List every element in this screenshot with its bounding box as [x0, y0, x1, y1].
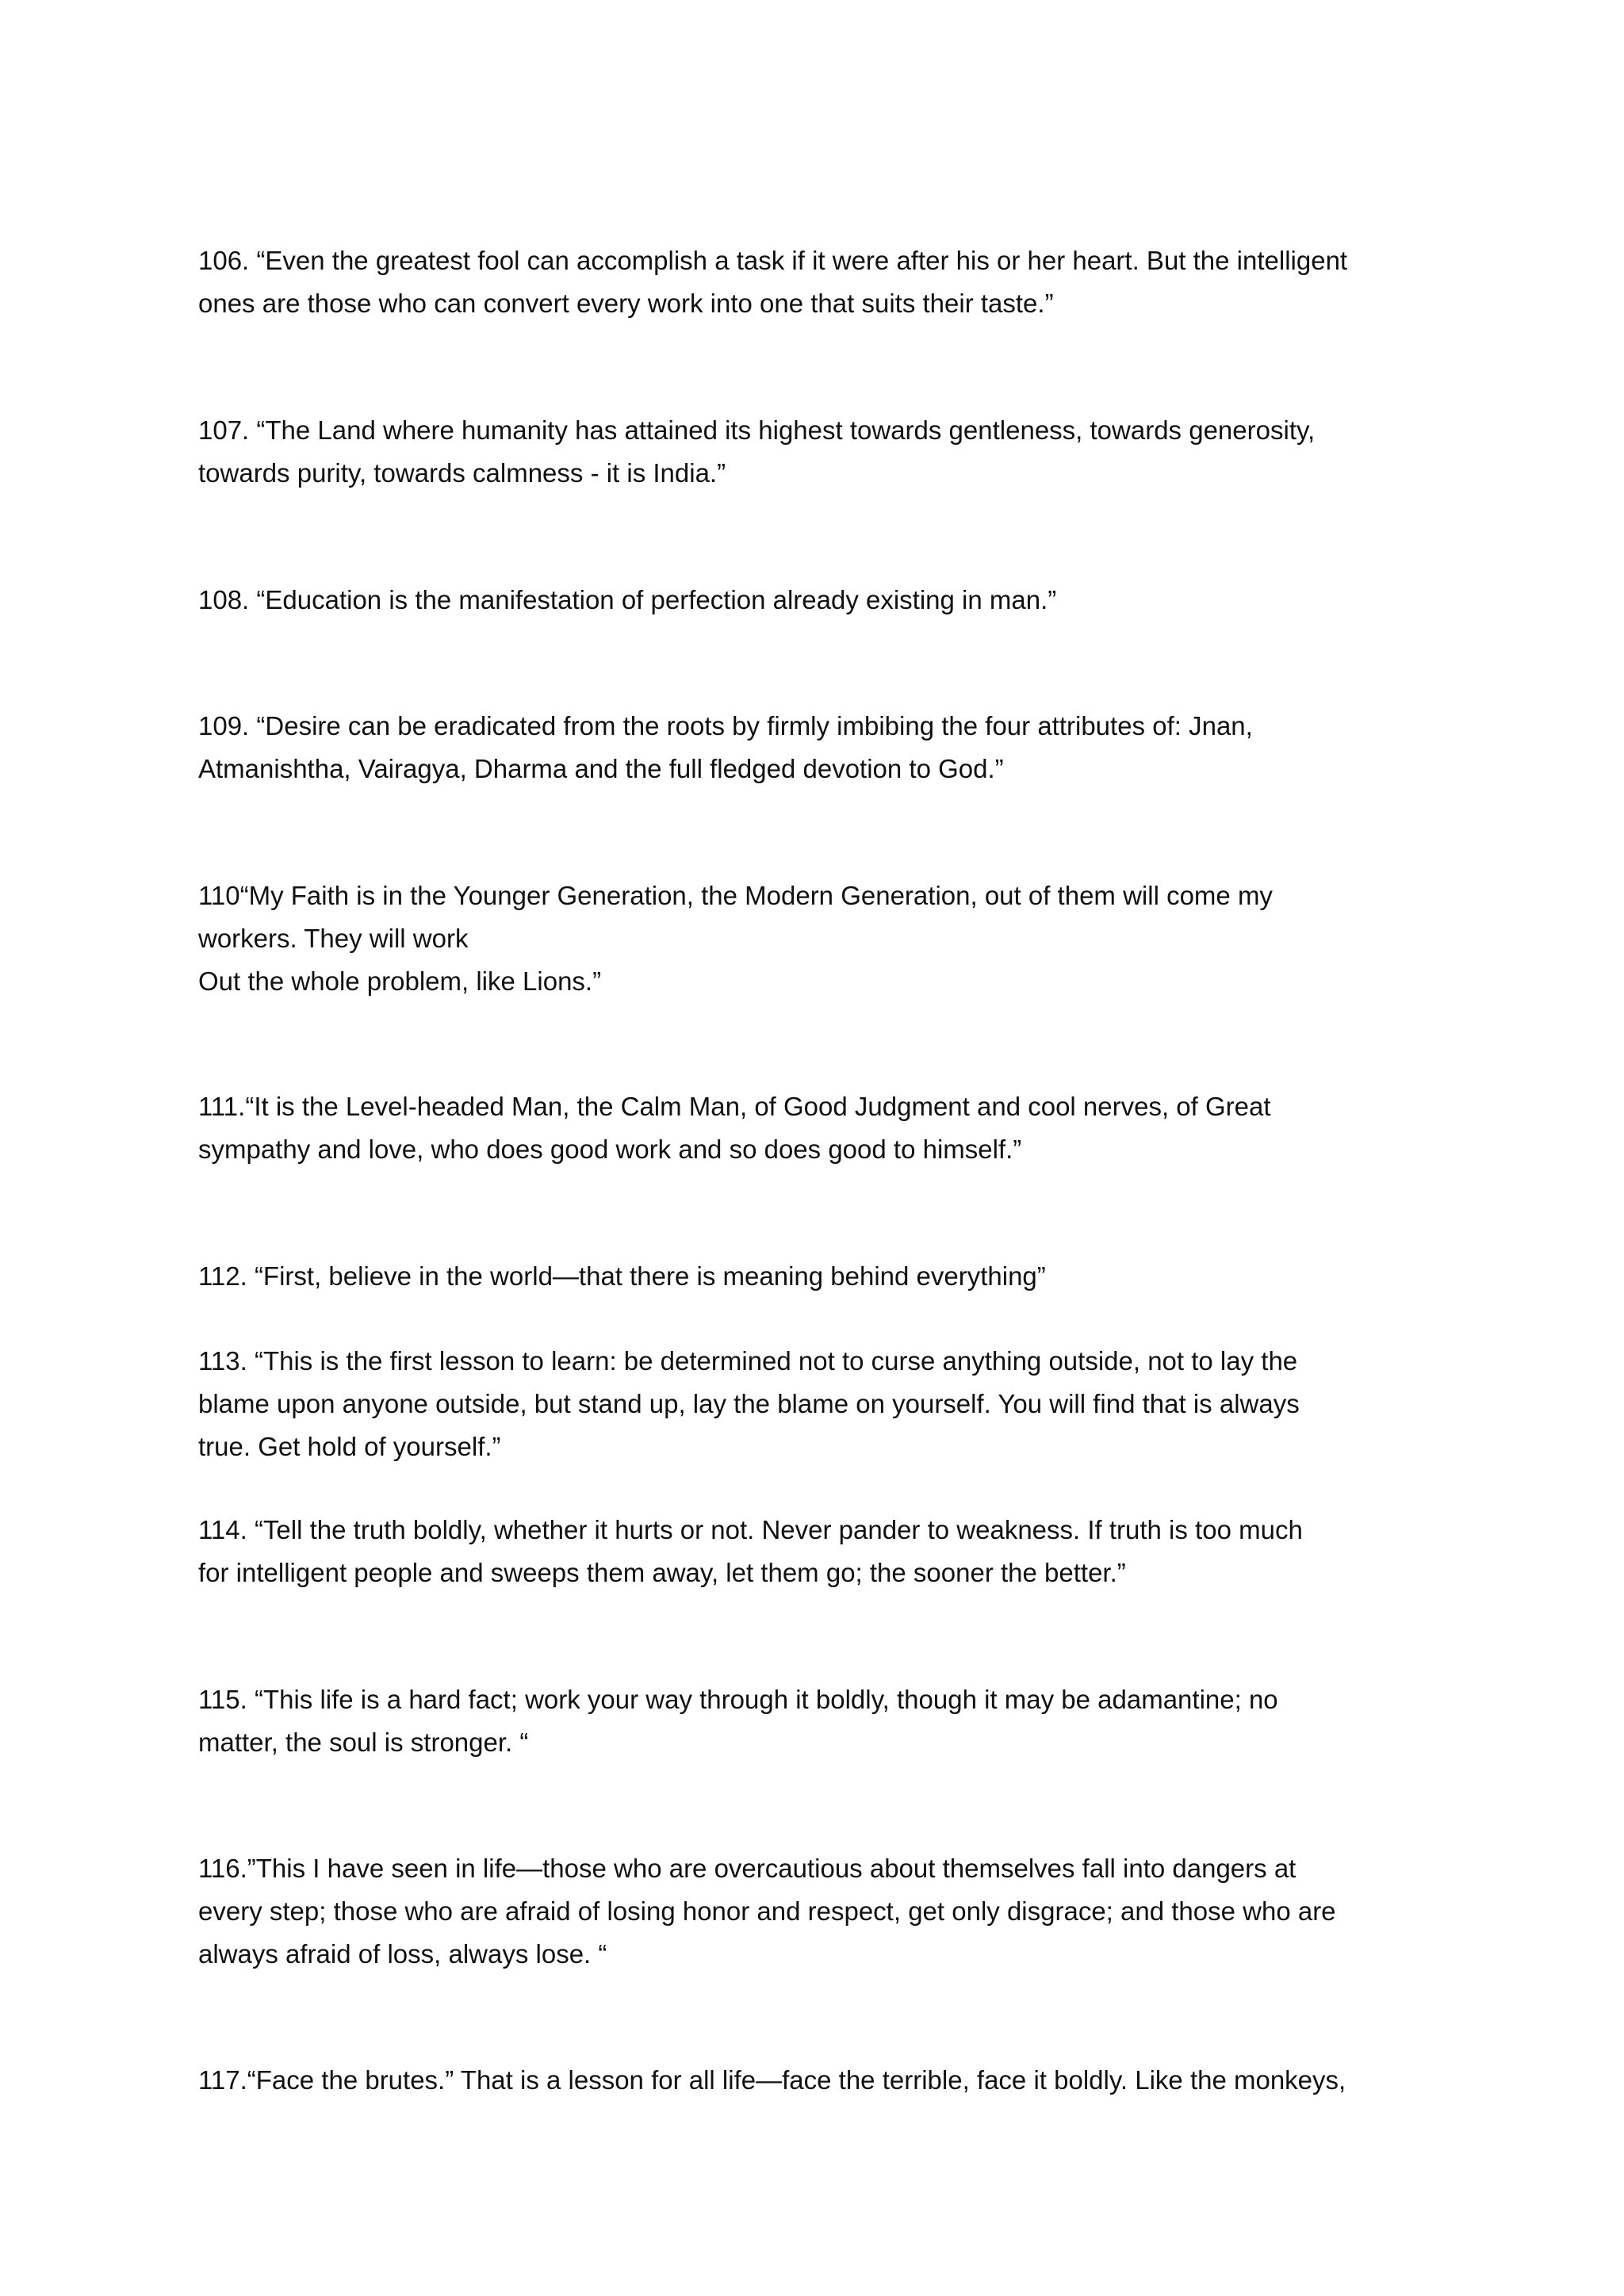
quote-line: matter, the soul is stronger. “ — [198, 1728, 529, 1757]
quote-line: 116.”This I have seen in life—those who are overcautious about themselves fall into dangers at — [198, 1854, 1297, 1883]
quote-117 — [198, 2059, 1435, 2102]
quote-line: 107. “The Land where humanity has attained its highest towards gentleness, towards generosity, — [198, 415, 1316, 445]
quote-line: 114. “Tell the truth boldly, whether it hurts or not. Never pander to weakness. If truth is too much — [198, 1515, 1303, 1544]
quote-line: towards purity, towards calmness - it is India.” — [198, 458, 726, 488]
quote-line: 112. “First, believe in the world—that there is meaning behind everything” — [198, 1261, 1046, 1291]
quote-line: sympathy and love, who does good work and so does good to himself.” — [198, 1135, 1022, 1164]
quote-line: always afraid of loss, always lose. “ — [198, 1939, 607, 1969]
quote-line: every step; those who are afraid of losing honor and respect, get only disgrace; and those who are — [198, 1896, 1336, 1926]
quote-line: workers. They will work — [198, 924, 469, 953]
quote-line: 108. “Education is the manifestation of perfection already existing in man.” — [198, 585, 1057, 614]
quote-line: ones are those who can convert every work into one that suits their taste.” — [198, 289, 1054, 318]
quote-111 — [198, 1085, 1435, 1171]
quote-114 — [198, 1509, 1435, 1594]
quote-line: blame upon anyone outside, but stand up, lay the blame on yourself. You will find that is always — [198, 1389, 1300, 1418]
quote-line: Out the whole problem, like Lions.” — [198, 966, 602, 996]
quote-line: 110“My Faith is in the Younger Generation, the Modern Generation, out of them will come my — [198, 881, 1273, 910]
quote-107 — [198, 409, 1435, 495]
quote-line: for intelligent people and sweeps them away, let them go; the sooner the better.” — [198, 1558, 1126, 1587]
quote-line: 109. “Desire can be eradicated from the roots by firmly imbibing the four attributes of: Jnan, — [198, 711, 1253, 740]
quote-line: 117.“Face the brutes.” That is a lesson for all life—face the terrible, face it boldly. Like the monkeys, — [198, 2065, 1346, 2095]
quote-116 — [198, 1847, 1435, 1976]
quote-line: 106. “Even the greatest fool can accomplish a task if it were after his or her heart. But the intelligent — [198, 246, 1348, 275]
quote-line: Atmanishtha, Vairagya, Dharma and the full fledged devotion to God.” — [198, 754, 1004, 783]
quote-line: true. Get hold of yourself.” — [198, 1432, 501, 1461]
quote-112 — [198, 1255, 1435, 1298]
quote-line: 115. “This life is a hard fact; work your way through it boldly, though it may be adamantine; no — [198, 1685, 1278, 1714]
quote-108 — [198, 579, 1435, 622]
quote-115 — [198, 1678, 1435, 1764]
quote-106 — [198, 239, 1435, 325]
quote-line: 113. “This is the first lesson to learn: be determined not to curse anything outside, not to lay the — [198, 1346, 1298, 1376]
quote-109 — [198, 705, 1435, 790]
quote-113 — [198, 1340, 1435, 1468]
quote-110 — [198, 874, 1435, 1003]
quote-line: 111.“It is the Level-headed Man, the Calm Man, of Good Judgment and cool nerves, of Great — [198, 1092, 1271, 1121]
